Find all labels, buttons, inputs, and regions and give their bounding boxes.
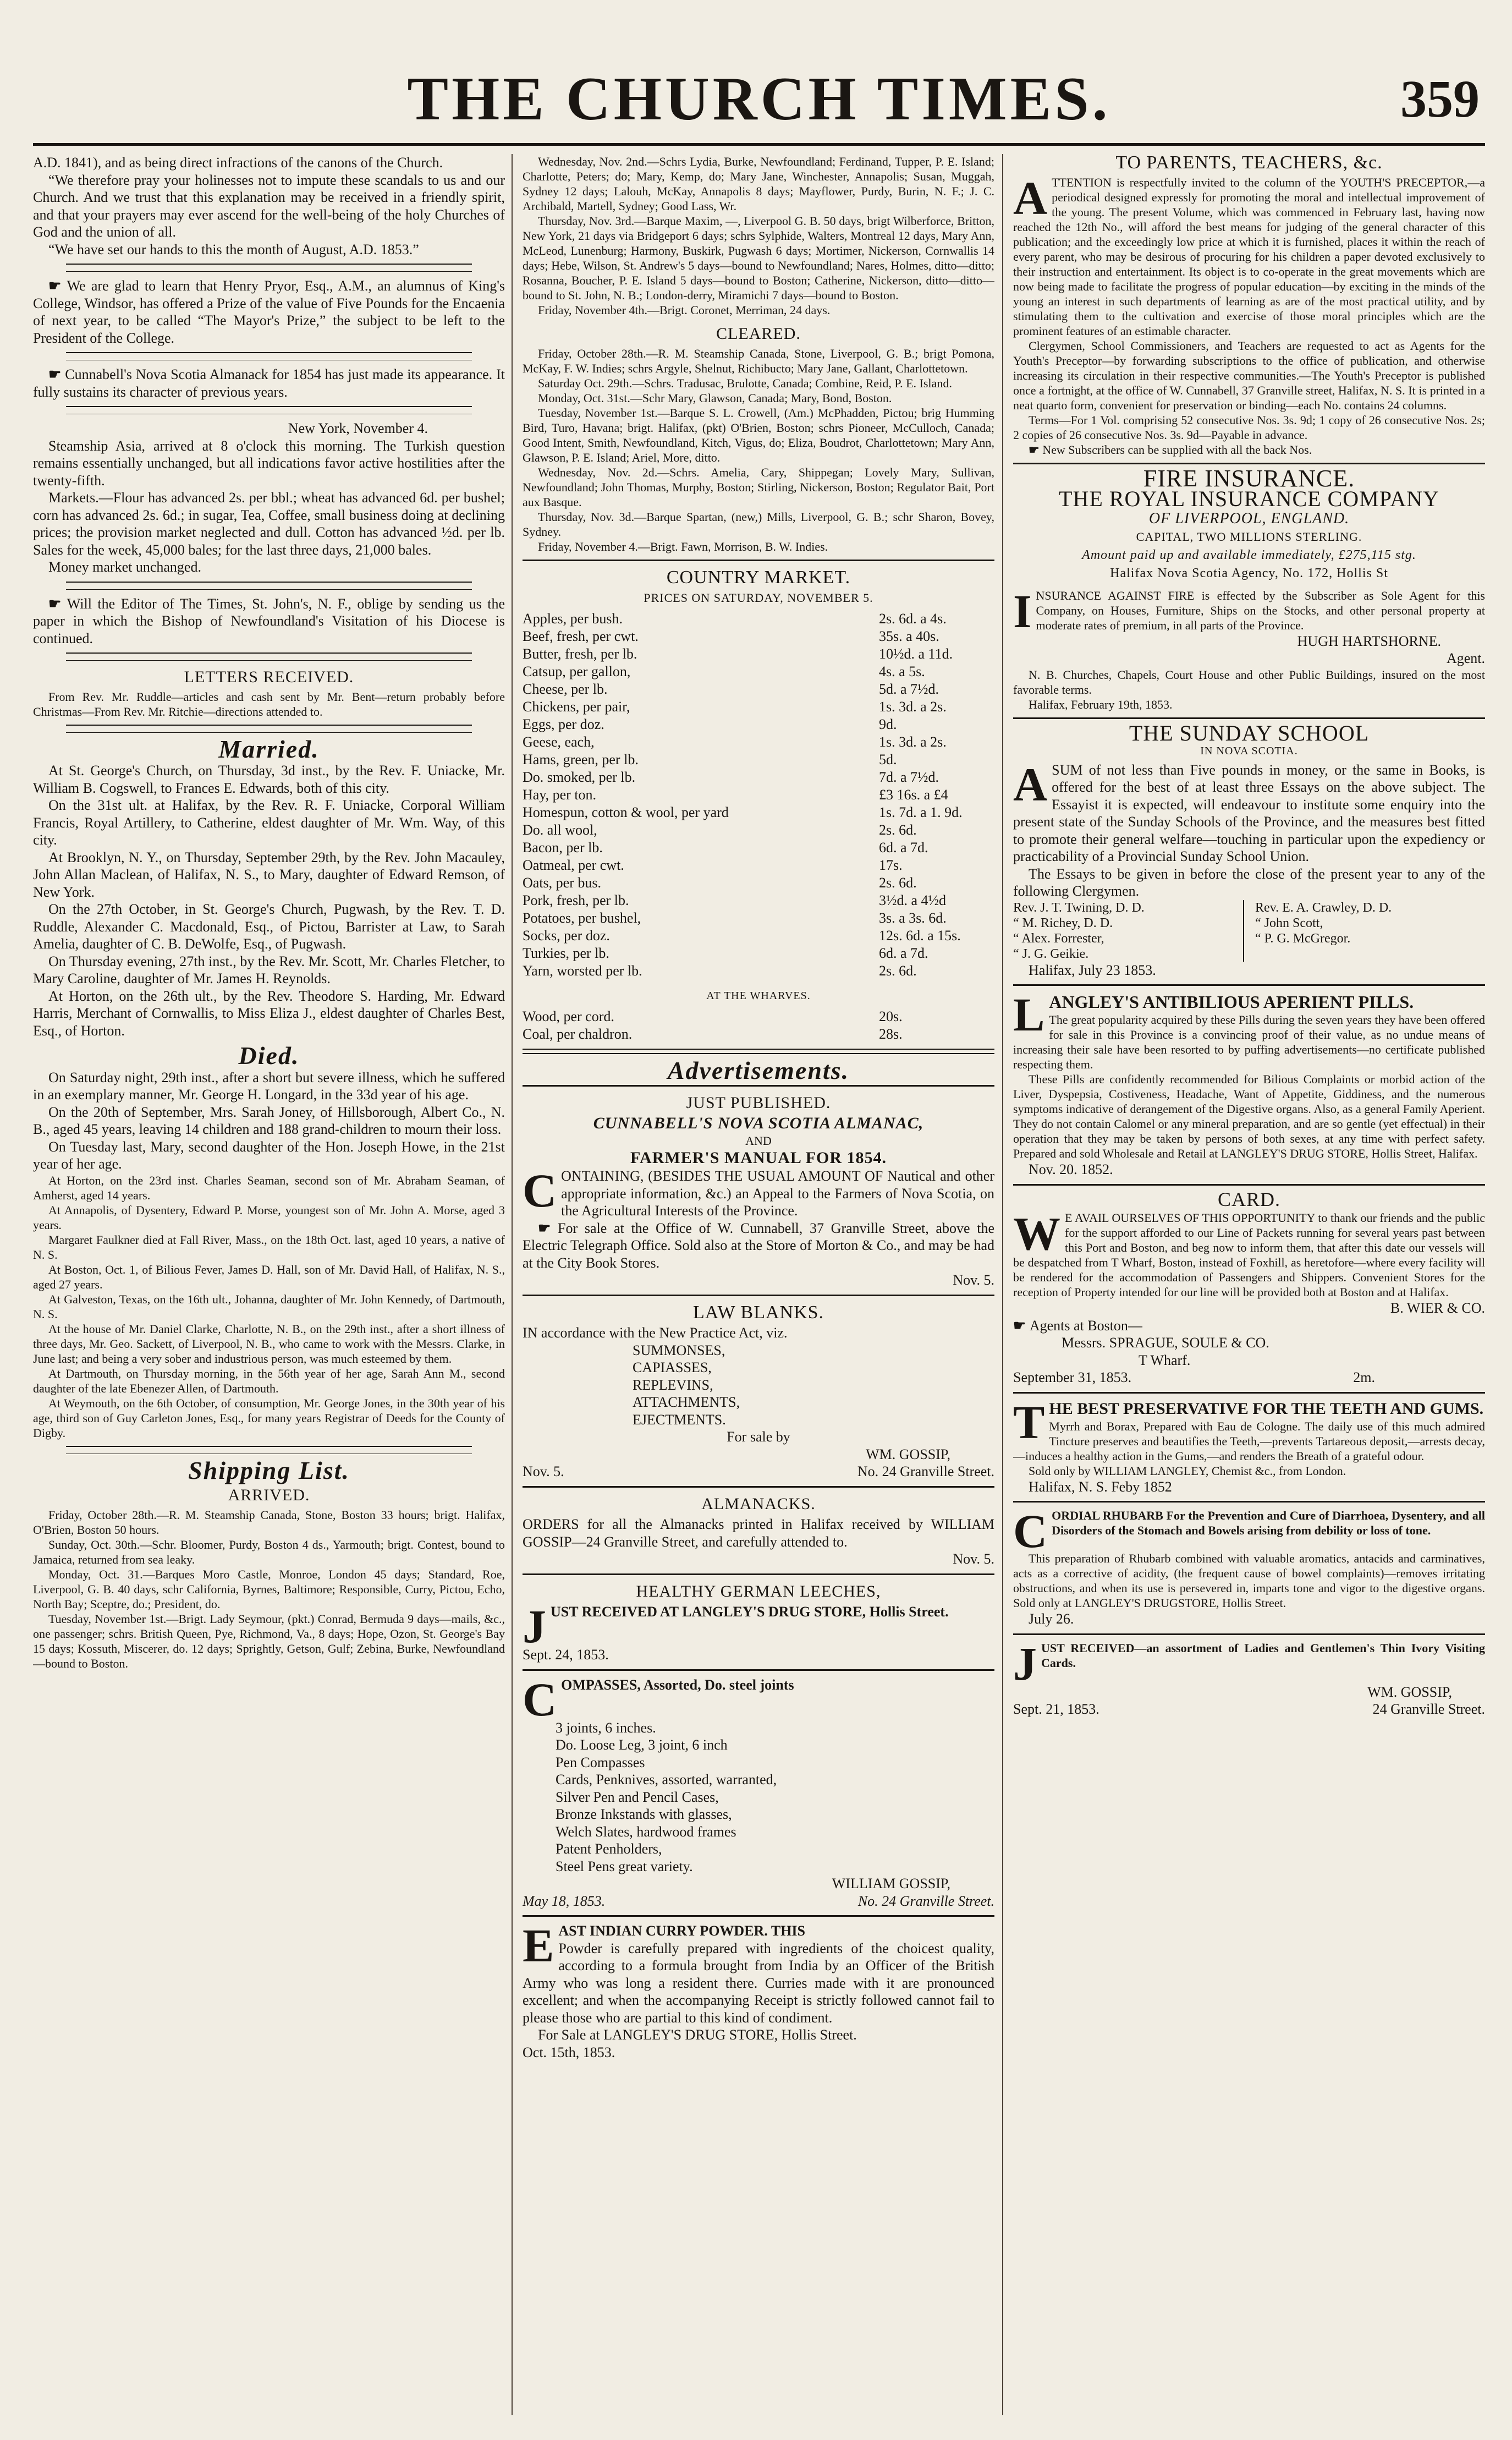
news-paragraph: Markets.—Flour has advanced 2s. per bbl.; wheat has advanced 6d. per bushel; corn has advanced 2s. 6d.; in sugar, Tea, Coffee, small business doing at declining prices; the provision market neglected and dull. Cotton has advanced ½d. per lb. Sales for the week, 45,000 bales; for the last three days, 21,000 bales. [33, 490, 505, 558]
ladies-cards-footer [1013, 1701, 1485, 1718]
price-row: Turkies, per lb. 6d. a 7d. [523, 945, 928, 961]
section-rule [1013, 1184, 1485, 1186]
section-rule [523, 560, 994, 561]
pointing-hand-icon: ☛ [538, 1220, 558, 1236]
sunday-school-text: The Essays to be given in before the close of the present year to any of the following Clergymen. [1013, 865, 1485, 899]
married-notice: On Thursday evening, 27th inst., by the Rev. Mr. Scott, Mr. Charles Fletcher, to Mary Caroline, daughter of Mr. James H. Reynolds. [33, 953, 505, 986]
ad-date: Oct. 15th, 1853. [523, 2044, 615, 2060]
price-row: Pork, fresh, per lb. 3½d. a 4½d [523, 892, 947, 908]
price-row: Hay, per ton. £3 16s. a £4 [523, 786, 948, 803]
list-item: Do. Loose Leg, 3 joint, 6 inch [556, 1737, 728, 1753]
masthead [33, 61, 1485, 146]
letters-text: From Rev. Mr. Ruddle—articles and cash sent by Mr. Bent—return probably before Christmas—From Rev. Mr. Ritchie—directions attended to. [33, 689, 505, 719]
rhubarb-text: This preparation of Rhubarb combined with valuable aromatics, antacids and carminatives, acts as a corrective of acidity, (the frequent cause of bowel complaints)—removes irritating obstructions, and when its use is persevered in, imparts tone and vigor to the digestive organs. Sold only at LANGLEY'S DRUGSTORE, Hollis Street. [1013, 1551, 1485, 1610]
seller-name: WM. GOSSIP, [866, 1446, 950, 1462]
shipping-entry: Thursday, Nov. 3rd.—Barque Maxim, —, Liverpool G. B. 50 days, brigt Wilberforce, Britton, New York, 21 days via Bridgeport 6 days; schrs Sylphide, Walters, Montreal 12 days, Mary Ann, McLeod, Lunenburg; Harmony, Buskirk, Pugwash 6 days; Mortimer, Nickerson, Cornwallis 14 days; Hebe, Wilson, St. Andrew's 5 days—bound to Newfoundland; Nares, Holmes, ditto—ditto; Rosanna, Boucher, P. E. Island 5 days—bound to Boston; Catherine, Nickerson, ditto—ditto—bound to St. John, N. B.; London-derry, Miramichi 7 days—bound to Boston. [523, 214, 994, 302]
cleared-entry: Monday, Oct. 31st.—Schr Mary, Glawson, Canada; Mary, Bond, Boston. [538, 391, 892, 405]
ad-date: Sept. 21, 1853. [1013, 1701, 1099, 1717]
price-row: Cheese, per lb. 5d. a 7½d. [523, 681, 939, 697]
cleared-entry: Saturday Oct. 29th.—Schrs. Tradusac, Brulotte, Canada; Combine, Reid, P. E. Island. [538, 376, 952, 390]
death-notice: At Weymouth, on the 6th October, of consumption, Mr. George Jones, in the 30th year of his age, third son of Guy Carleton Jones, Esq., for many years Registrar of Deeds for the County of Digby. [33, 1396, 505, 1440]
died-heading: Died. [238, 1041, 300, 1070]
ad-date: Halifax, July 23 1853. [1029, 962, 1156, 978]
seller-address: No. 24 Granville Street. [857, 1893, 994, 1909]
cleared-entry: Thursday, Nov. 3d.—Barque Spartan, (new,) Mills, Liverpool, G. B.; schr Sharon, Bovey, Sydney. [523, 509, 994, 539]
price-row: Oatmeal, per cwt. 17s. [523, 857, 903, 873]
langley-pills-text: These Pills are confidently recommended for Bilious Complaints or morbid action of the Liver, Dyspepsia, Costiveness, Headache, Want of Appetite, Giddiness, and the numerous symptoms indicative of derangement of the Digestive organs. Also, as a general Family Aperient. They do not contain Calomel or any mineral preparation, and are so gentle (yet effectual) in their operation that they may be taken by persons of both sexes, at any time with perfect safety. Prepared and sold Wholesale and Retail at LANGLEY'S DRUG STORE, Hollis Street, Halifax. [1013, 1072, 1485, 1160]
price-row: Do. smoked, per lb. 7d. a 7½d. [523, 769, 939, 785]
agent-name: HUGH HARTSHORNE. [1297, 633, 1441, 649]
compasses-list [523, 1719, 994, 1876]
law-blanks-footer [523, 1463, 994, 1481]
death-notice: At Galveston, Texas, on the 16th ult., Johanna, daughter of Mr. John Kennedy, of Dartmouth, N. S. [33, 1292, 505, 1321]
shipping-heading: Shipping List. [188, 1456, 350, 1484]
section-rule [523, 1573, 994, 1575]
price-table [523, 610, 994, 980]
market-subheading: PRICES ON SATURDAY, NOVEMBER 5. [644, 591, 873, 605]
curry-sale: For Sale at LANGLEY'S DRUG STORE, Hollis Street. [538, 2027, 857, 2043]
agent-title: Agent. [1446, 650, 1485, 666]
death-notice: On Saturday night, 29th inst., after a short but severe illness, which he suffered in an exemplary manner, Mr. George H. Longard, in the 33d year of his age. [33, 1069, 505, 1103]
list-item: ATTACHMENTS, [633, 1394, 740, 1410]
list-item: Silver Pen and Pencil Cases, [556, 1789, 719, 1805]
card-agents: ☛ Agents at Boston— [1013, 1317, 1142, 1334]
column-2 [523, 154, 994, 2415]
married-notice: At St. George's Church, on Thursday, 3d inst., by the Rev. F. Uniacke, Mr. William B. Cogswell, to Frances E. Edwards, both of this city. [33, 763, 505, 796]
ad-date: Nov. 5. [953, 1551, 994, 1567]
advertisements-heading: Advertisements. [667, 1056, 850, 1084]
card-agents: Messrs. SPRAGUE, SOULE & CO. [1062, 1335, 1269, 1351]
ad-date: May 18, 1853. [523, 1893, 606, 1909]
curry-heading: EAST INDIAN CURRY POWDER. THIS [523, 1919, 806, 1972]
editor-note: ☛ Will the Editor of The Times, St. John's, N. F., oblige by sending us the paper in which the Bishop of Newfoundland's Visitation of his Diocese is continued. [33, 595, 505, 646]
section-rule [523, 1915, 994, 1917]
price-row: Oats, per bus. 2s. 6d. [523, 874, 917, 891]
parents-note: ☛ New Subscribers can be supplied with all the back Nos. [1029, 442, 1312, 457]
shipping-entry: Friday, October 28th.—R. M. Steamship Canada, Stone, Boston 33 hours; brigt. Halifax, O'Brien, Boston 50 hours. [33, 1507, 505, 1537]
almanac-description: CONTAINING, (BESIDES THE USUAL AMOUNT OF Nautical and other appropriate information, &c.) an Appeal to the Farmers of Nova Scotia, on the Agricultural Interests of the Province. [523, 1164, 994, 1219]
death-notice: At Boston, Oct. 1, of Bilious Fever, James D. Hall, son of Mr. David Hall, of Halifax, N. S., aged 27 years. [33, 1262, 505, 1291]
shipping-entry: Sunday, Oct. 30th.—Schr. Bloomer, Purdy, Boston 4 ds., Yarmouth; brigt. Contest, bound to Jamaica, returned from sea leaky. [33, 1537, 505, 1566]
list-item: REPLEVINS, [633, 1377, 713, 1393]
parents-heading: TO PARENTS, TEACHERS, &c. [1115, 154, 1383, 173]
section-rule [1013, 1633, 1485, 1635]
death-notice: At Dartmouth, on Thursday morning, in the 56th year of her age, Sarah Ann M., second daughter of the late Ebenezer Allen, of Dartmouth. [33, 1366, 505, 1395]
notice-pryor-prize: ☛ We are glad to learn that Henry Pryor, Esq., A.M., an alumnus of King's College, Windsor, has offered a Prize of the value of Five Pounds for the Encaenia of next year, to be called “The Mayor's Prize,” the subject to be left to the President of the College. [33, 278, 505, 346]
news-paragraph: Steamship Asia, arrived at 8 o'clock this morning. The Turkish question remains essentially unchanged, but all indications favor active hostilities after the twenty-fifth. [33, 437, 505, 489]
notice-almanack: ☛ Cunnabell's Nova Scotia Almanack for 1854 has just made its appearance. It fully sustains its character of previous years. [33, 366, 505, 400]
list-item: 3 joints, 6 inches. [556, 1719, 656, 1736]
pointing-hand-icon: ☛ [48, 366, 65, 382]
wharves-table [523, 1008, 994, 1043]
almanac-and: AND [745, 1133, 772, 1148]
ad-date: Halifax, February 19th, 1853. [1029, 697, 1173, 711]
almanac-title: CUNNABELL'S NOVA SCOTIA ALMANAC, [593, 1114, 924, 1132]
price-row: Potatoes, per bushel, 3s. a 3s. 6d. [523, 909, 947, 926]
almanacks-heading: ALMANACKS. [701, 1494, 816, 1513]
section-rule [1013, 1501, 1485, 1503]
law-blanks-heading: LAW BLANKS. [692, 1302, 824, 1323]
law-blanks-intro: IN accordance with the New Practice Act, viz. [523, 1325, 788, 1341]
section-divider [66, 1446, 472, 1454]
list-item: “ John Scott, [1255, 915, 1323, 930]
column-divider [1002, 154, 1003, 2415]
price-row: Wood, per cord. 20s. [523, 1008, 903, 1024]
page-number: 359 [1400, 69, 1480, 128]
law-blanks-list [523, 1342, 994, 1429]
fire-agency: Halifax Nova Scotia Agency, No. 172, Hollis St [1110, 566, 1388, 580]
price-row: Do. all wool, 2s. 6d. [523, 821, 917, 838]
parents-terms: Terms—For 1 Vol. comprising 52 consecutive Nos. 3s. 9d; 1 copy of 26 consecutive Nos. 2s; 2 copies of 26 consecutive Nos. 3s. 9d—Payable in advance. [1013, 413, 1485, 442]
shipping-entry: Monday, Oct. 31.—Barques Moro Castle, Monroe, London 45 days; Standard, Roe, Liverpool, G. B. 40 days, schr California, Byrnes, Baltimore; Responsible, Curry, Pictou, Echo, North Bay; Sceptre, do.; President, do. [33, 1567, 505, 1611]
cleared-entry: Friday, November 4.—Brigt. Fawn, Morrison, B. W. Indies. [538, 539, 828, 553]
almanac-sale-info: ☛ For sale at the Office of W. Cunnabell, 37 Granville Street, above the Electric Telegraph Office. Sold also at the Store of Morton & Co., and may be had at the City Book Stores. [523, 1220, 994, 1271]
fire-amount: Amount paid up and available immediately, £275,115 stg. [1082, 547, 1416, 562]
price-row: Coal, per chaldron. 28s. [523, 1026, 903, 1042]
price-row: Chickens, per pair, 1s. 3d. a 2s. [523, 698, 947, 715]
list-item: Steel Pens great variety. [556, 1858, 693, 1874]
death-notice: At Annapolis, of Dysentery, Edward P. Morse, youngest son of Mr. John A. Morse, aged 3 years. [33, 1203, 505, 1232]
section-rule [1013, 463, 1485, 464]
ad-date: Nov. 5. [953, 1272, 994, 1288]
sunday-school-heading: THE SUNDAY SCHOOL [1129, 720, 1370, 745]
death-notice: At the house of Mr. Daniel Clarke, Charlotte, N. B., on the 29th inst., after a short illness of three days, Mr. Geo. Sackett, of Liverpool, N. B., who came to work with the Messrs. Clarke, in June last; and being a very sober and industrious person, was much esteemed by them. [33, 1322, 505, 1366]
column-divider [512, 154, 513, 2415]
leeches-heading: HEALTHY GERMAN LEECHES, [636, 1582, 881, 1600]
death-notice: On the 20th of September, Mrs. Sarah Joney, of Hillsborough, Albert Co., N. B., aged 45 years, leaving 14 children and 188 grand-children to mourn their loss. [33, 1104, 505, 1137]
cleared-entry: Tuesday, November 1st.—Barque S. L. Crowell, (Am.) McPhadden, Pictou; brig Humming Bird, Turo, Havana; brigt. Halifax, (pkt) O'Brien, Boston; schrs Pioneer, McCulloch, Canada; Good Intent, Smith, Newfoundland, Kitch, Vigus, do; Eliza, Boudrot, Charlottetown; Mary Ann, Glawson, P. E. Island; Ariel, More, ditto. [523, 405, 994, 464]
married-notice: At Horton, on the 26th ult., by the Rev. Theodore S. Harding, Mr. Edward Harris, Merchant of Cornwallis, to Miss Eliza J., eldest daughter of Charles Best, Esq., of Horton. [33, 988, 505, 1039]
teeth-text: Sold only by WILLIAM LANGLEY, Chemist &c., from London. [1029, 1463, 1346, 1478]
section-rule [523, 1669, 994, 1671]
pointing-hand-icon: ☛ [1013, 1317, 1030, 1334]
column-3 [1013, 154, 1485, 2415]
section-rule [1013, 1392, 1485, 1394]
list-item: Bronze Inkstands with glasses, [556, 1806, 732, 1822]
ad-date: Nov. 20. 1852. [1029, 1161, 1113, 1177]
pointing-hand-icon: ☛ [1029, 442, 1043, 457]
section-divider [66, 264, 472, 272]
clergy-list [1013, 900, 1485, 962]
married-heading: Married. [218, 734, 320, 763]
section-rule [523, 1295, 994, 1296]
married-notice: On the 27th October, in St. George's Church, Pugwash, by the Rev. T. D. Ruddle, Alexander C. Macdonald, Esq., of Pictou, Barrister at Law, to Sarah Amelia, daughter of C. B. DeWolfe, Esq., of Pugwash. [33, 901, 505, 952]
newspaper-title: THE CHURCH TIMES. [407, 65, 1111, 133]
list-item: Rev. J. T. Twining, D. D. [1013, 900, 1145, 915]
law-blanks-sale: For sale by [727, 1429, 790, 1445]
ad-date: September 31, 1853. [1013, 1369, 1132, 1385]
article-paragraph: A.D. 1841), and as being direct infractions of the canons of the Church. [33, 155, 443, 171]
compasses-heading: COMPASSES, Assorted, Do. steel joints [523, 1673, 794, 1726]
death-notice: At Horton, on the 23rd inst. Charles Seaman, second son of Mr. Abraham Seaman, of Amherst, aged 14 years. [33, 1173, 505, 1202]
list-item: SUMMONSES, [633, 1342, 725, 1358]
price-row: Catsup, per gallon, 4s. a 5s. [523, 663, 925, 679]
list-item: Pen Compasses [556, 1754, 645, 1770]
list-item: “ M. Richey, D. D. [1013, 915, 1113, 930]
section-divider [66, 725, 472, 733]
fire-company: THE ROYAL INSURANCE COMPANY [1059, 486, 1439, 511]
section-rule [523, 1049, 994, 1054]
rhubarb-heading: CORDIAL RHUBARB For the Prevention and Cure of Diarrhoea, Dysentery, and all Disorders of the Stomach and Bowels arising from debility or loss of tone. [1013, 1505, 1485, 1558]
article-paragraph: “We therefore pray your holinesses not to impute these scandals to us and our Church. And we trust that this explanation may be received in a friendly spirit, and that your prayers may ever ascend for the well-being of the holy Churches of God and the union of all. [33, 172, 505, 240]
section-divider [66, 352, 472, 360]
price-row: Socks, per doz. 12s. 6d. a 15s. [523, 927, 961, 944]
shipping-entry: Friday, November 4th.—Brigt. Coronet, Merriman, 24 days. [538, 303, 831, 317]
fire-capital: CAPITAL, TWO MILLIONS STERLING. [1136, 530, 1362, 544]
seller-address: No. 24 Granville Street. [857, 1463, 994, 1479]
section-divider [66, 582, 472, 590]
married-notice: At Brooklyn, N. Y., on Thursday, September 29th, by the Rev. John Macauley, John Allan Maclean, of Halifax, N. S., to Mary, daughter of Edward Remson, of New York. [33, 849, 505, 900]
price-row: Hams, green, per lb. 5d. [523, 751, 897, 767]
ad-date: Nov. 5. [523, 1463, 564, 1479]
news-paragraph: Money market unchanged. [48, 559, 201, 575]
section-rule [523, 1486, 994, 1488]
card-agents: T Wharf. [1139, 1352, 1191, 1368]
section-rule [1013, 984, 1485, 986]
langley-pills-heading: LANGLEY'S ANTIBILIOUS APERIENT PILLS. [1013, 988, 1414, 1041]
teeth-text: Myrrh and Borax, Prepared with Eau de Cologne. The daily use of this much admired Tincture preserves and beautifies the Teeth,—prevents Tartareous deposit,—arrests decay,—induces a healthy action in the Gums,—and renders the Breath of a grateful odour. [1013, 1419, 1485, 1463]
pointing-hand-icon: ☛ [48, 278, 67, 294]
ladies-cards-heading: JUST RECEIVED—an assortment of Ladies and Gentlemen's Thin Ivory Visiting Cards. [1013, 1637, 1485, 1690]
parents-text: ATTENTION is respectfully invited to the column of the YOUTH'S PRECEPTOR,—a periodical designed expressly for promoting the moral and intellectual improvement of the young. The present Volume, which was commenced in February last, having now reached the 12th No., will afford the best means for judging of the general character of this publication; and the exceedingly low price at which it is furnished, places it within the reach of every parent, who may be desirous of procuring for his children a paper devoted exclusively to their instruction and entertainment. Its object is to co-operate in the great movements which are now being made to facilitate the progress of popular education—by exciting in the minds of the young an interest in such departments of learning as are of the most practical utility, and by stimulating them to the cultivation and exercise of those moral principles which are the prominent features of an estimable character. [1013, 171, 1485, 338]
ad-date: Sept. 24, 1853. [523, 1647, 609, 1663]
article-paragraph: “We have set our hands to this the month of August, A.D. 1853.” [48, 241, 419, 257]
section-divider [66, 406, 472, 414]
fire-place: OF LIVERPOOL, ENGLAND. [1148, 509, 1350, 527]
price-row: Geese, each, 1s. 3d. a 2s. [523, 733, 947, 750]
list-item: CAPIASSES, [633, 1359, 712, 1375]
price-row: Eggs, per doz. 9d. [523, 716, 897, 732]
seller-name: WM. GOSSIP, [1367, 1684, 1452, 1700]
list-item: “ J. G. Geikie. [1013, 946, 1089, 961]
price-row: Apples, per bush. 2s. 6d. a 4s. [523, 610, 947, 627]
fire-text: INSURANCE AGAINST FIRE is effected by the Subscriber as Sole Agent for this Company, on Houses, Furniture, Ships on the Stocks, and other personal property at moderate rates of premium, in all parts of the Province. [1013, 584, 1485, 638]
card-heading: CARD. [1217, 1188, 1281, 1210]
cleared-entry: Friday, October 28th.—R. M. Steamship Canada, Stone, Liverpool, G. B.; brigt Pomona, McKay, F. W. Indies; schrs Argyle, Shelnut, Richibucto; Mary Jane, Gallant, Charlottetown. [523, 346, 994, 375]
dateline: New York, November 4. [288, 420, 428, 436]
langley-pills-text: The great popularity acquired by these Pills during the seven years they have been offered for sale in this Province is a convincing proof of their value, as no undue means of increasing their sale have been resorted to by puffing advertisements—no certificate published respecting them. [1013, 1013, 1485, 1071]
almanac-subtitle: FARMER'S MANUAL FOR 1854. [630, 1148, 887, 1167]
price-row: Bacon, per lb. 6d. a 7d. [523, 839, 928, 856]
card-signer: B. WIER & CO. [1390, 1300, 1485, 1316]
column-1 [33, 154, 505, 2415]
price-row: Butter, fresh, per lb. 10½d. a 11d. [523, 645, 953, 662]
price-row: Yarn, worsted per lb. 2s. 6d. [523, 962, 917, 979]
teeth-heading: THE BEST PRESERVATIVE FOR THE TEETH AND GUMS. [1013, 1395, 1484, 1449]
price-row: Homespun, cotton & wool, per yard 1s. 7d. a 1. 9d. [523, 804, 963, 820]
cleared-heading: CLEARED. [716, 325, 801, 343]
list-item: EJECTMENTS. [633, 1411, 726, 1428]
ad-date: July 26. [1029, 1611, 1074, 1627]
ad-note: 2m. [1353, 1369, 1375, 1385]
parents-text: Clergymen, School Commissioners, and Teachers are requested to act as Agents for the Youth's Preceptor—by forwarding subscriptions to the office of publication, and otherwise increasing its circulation in their respective communities.—The Youth's Preceptor is published once a fortnight, at the office of W. Cunnabell, 37 Granville street, Halifax, N. S. It is printed in a neat quarto form, convenient for preservation or binding—each No. contains 24 columns. [1013, 338, 1485, 412]
clergy-right [1244, 900, 1485, 962]
clergy-left [1013, 900, 1244, 962]
shipping-entry: Tuesday, November 1st.—Brigt. Lady Seymour, (pkt.) Conrad, Bermuda 9 days—mails, &c., one passenger; schrs. British Queen, Pye, Richmond, Va., 8 days; Hope, Ozon, St. George's Bay 15 days; Kossuth, Miscerer, do. 12 days; Sprightly, Getson, Gulf; Zebina, Burke, Newfoundland—bound to Boston. [33, 1611, 505, 1670]
seller-name: WILLIAM GOSSIP, [832, 1876, 950, 1891]
arrived-heading: ARRIVED. [228, 1486, 310, 1504]
list-item: Cards, Penknives, assorted, warranted, [556, 1772, 777, 1787]
section-rule [1013, 717, 1485, 719]
list-item: Patent Penholders, [556, 1841, 662, 1857]
leeches-text: JUST RECEIVED AT LANGLEY'S DRUG STORE, Hollis Street. [523, 1600, 949, 1653]
card-footer [1013, 1369, 1485, 1386]
married-notice: On the 31st ult. at Halifax, by the Rev. R. F. Uniacke, Corporal William Francis, Royal Artillery, to Catherine, eldest daughter of Mr. Wm. Way, of this city. [33, 797, 505, 848]
price-row: Beef, fresh, per cwt. 35s. a 40s. [523, 628, 939, 644]
cleared-entry: Wednesday, Nov. 2d.—Schrs. Amelia, Cary, Shippegan; Lovely Mary, Sullivan, Newfoundland; John Thomas, Murphy, Boston; Stirling, Nickerson, Boston; Regulator Bait, Port aux Basque. [523, 465, 994, 509]
almanacks-text: ORDERS for all the Almanacks printed in Halifax received by WILLIAM GOSSIP—24 Granville Street, and carefully attended to. [523, 1516, 994, 1550]
sunday-school-text: ASUM of not less than Five pounds in money, or the same in Books, is offered for the best of at least three Essays on the above subject. The Essayist it is expected, will endeavour to institute some enquiry into the present state of the Sunday Schools of the Province, and the measures best fitted to promote their general welfare—touching in particular upon the expediency or practicability of a Provincial Sunday School Union. [1013, 758, 1485, 864]
sunday-school-sub: IN NOVA SCOTIA. [1200, 745, 1298, 757]
curry-text: Powder is carefully prepared with ingredients of the choicest quality, according to a formula brought from India by an Officer of the British Army who was long a resident there. Curries made with it are pronounced excellent; and when the accompanying Receipt is strictly followed cannot fail to please those who are partial to this kind of condiment. [523, 1940, 994, 2026]
market-heading: COUNTRY MARKET. [666, 567, 851, 588]
list-item: Rev. E. A. Crawley, D. D. [1255, 900, 1392, 915]
death-notice: Margaret Faulkner died at Fall River, Mass., on the 18th Oct. last, aged 10 years, a native of N. S. [33, 1232, 505, 1262]
list-item: “ P. G. McGregor. [1255, 931, 1351, 946]
letters-heading: LETTERS RECEIVED. [184, 668, 354, 686]
section-rule [523, 1085, 994, 1087]
seller-address: 24 Granville Street. [1372, 1701, 1485, 1717]
pointing-hand-icon: ☛ [48, 595, 67, 612]
death-notice: On Tuesday last, Mary, second daughter of the Hon. Joseph Howe, in the 21st year of her age. [33, 1138, 505, 1172]
list-item: Welch Slates, hardwood frames [556, 1823, 736, 1840]
card-text: W E AVAIL OURSELVES OF THIS OPPORTUNITY to thank our friends and the public for the support afforded to our Line of Packets running for several years past between this Port and Boston, and beg now to inform them, that after this date our vessels will be despatched from T Wharf, Boston, instead of Foxhill, as heretofore—where every facility will be rendered for the accommodation of Passengers and Shippers. Convenient Stores for the reception of Property intended for our line will be provided both at Boston and at Halifax. [1013, 1207, 1485, 1299]
wharves-heading: AT THE WHARVES. [706, 989, 811, 1002]
ad-date: Halifax, N. S. Feby 1852 [1029, 1478, 1172, 1495]
just-published-heading: JUST PUBLISHED. [686, 1093, 831, 1112]
shipping-entry: Wednesday, Nov. 2nd.—Schrs Lydia, Burke, Newfoundland; Ferdinand, Tupper, P. E. Island; Charlotte, Peters; do; Mary, Kemp, do; Mary Jane, Winchester, Annapolis; Susan, Muggah, Sydney 12 days; Lalouh, McKay, Annapolis 8 days; Mayflower, Purdy, Burin, N. F.; J. C. Archibald, Martell, Sydney; Good Lass, Wr. [523, 155, 994, 213]
compasses-footer [523, 1893, 994, 1910]
section-divider [66, 653, 472, 661]
fire-text: N. B. Churches, Chapels, Court House and other Public Buildings, insured on the most favorable terms. [1013, 667, 1485, 697]
fire-heading: FIRE INSURANCE. [1143, 464, 1355, 492]
list-item: “ Alex. Forrester, [1013, 931, 1104, 946]
